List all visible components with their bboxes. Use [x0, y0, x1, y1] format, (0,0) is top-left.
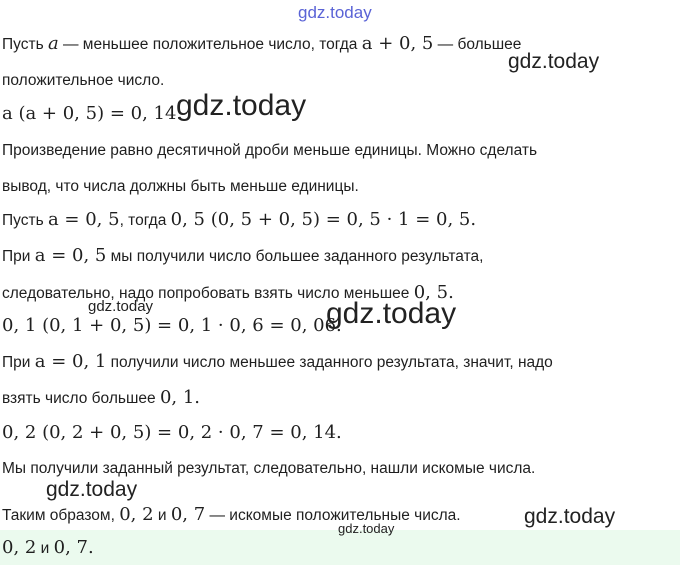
text: Произведение равно десятичной дроби меньше единицы. Можно сделать — [2, 142, 538, 159]
math: 0, 5 (0, 5 + 0, 5) = 0, 5 · 1 = 0, 5. — [170, 209, 477, 230]
text: — искомые положительные числа. — [205, 507, 461, 524]
text: положительное число. — [2, 72, 165, 89]
text: При — [2, 248, 35, 265]
math: a (a + 0, 5) = 0, 14. — [2, 103, 183, 124]
watermark: gdz.today — [326, 297, 457, 330]
line-4 — [2, 141, 537, 161]
math: a = 0, 5 — [34, 245, 107, 266]
text: Мы получили заданный результат, следовательно, нашли искомые числа. — [2, 460, 536, 477]
line-1 — [2, 34, 521, 55]
line-13 — [2, 459, 535, 479]
math: 0, 2 — [2, 537, 37, 558]
text: мы получили число большее заданного результата, — [106, 248, 484, 265]
header-watermark: gdz.today — [298, 3, 372, 22]
math: 0, 1 (0, 1 + 0, 5) = 0, 1 · 0, 6 = 0, 06. — [2, 315, 342, 336]
line-10 — [2, 352, 553, 373]
text: , тогда — [119, 212, 171, 229]
math: 0, 7 — [170, 504, 206, 525]
line-6 — [2, 210, 476, 231]
watermark: gdz.today — [46, 478, 138, 501]
watermark: gdz.today — [176, 89, 307, 122]
text: — меньшее положительное число, тогда — [58, 36, 362, 53]
text: Пусть — [2, 212, 48, 229]
math: a + 0, 5 — [361, 33, 434, 54]
math: 0, 5. — [413, 282, 454, 303]
math: a — [47, 33, 59, 54]
watermark: gdz.today — [508, 50, 600, 73]
line-11 — [2, 388, 200, 409]
line-5 — [2, 177, 359, 197]
text: Таким образом, — [2, 507, 120, 524]
math: a = 0, 5 — [47, 209, 120, 230]
answer-line — [2, 538, 94, 559]
math: a = 0, 1 — [34, 351, 107, 372]
math: 0, 2 (0, 2 + 0, 5) = 0, 2 · 0, 7 = 0, 14. — [2, 422, 342, 443]
text: взять число большее — [2, 390, 160, 407]
text: следовательно, надо попробовать взять число меньшее — [2, 285, 414, 302]
watermark: gdz.today — [338, 521, 395, 536]
watermark: gdz.today — [88, 298, 154, 315]
line-3 — [2, 104, 182, 125]
watermark: gdz.today — [524, 505, 616, 528]
text: Пусть — [2, 36, 48, 53]
line-9 — [2, 316, 342, 337]
text: получили число меньшее заданного результата, значит, надо — [106, 354, 553, 371]
line-12 — [2, 423, 342, 444]
text: и — [153, 507, 171, 524]
math: 0, 7. — [53, 537, 94, 558]
line-2 — [2, 71, 164, 91]
text: При — [2, 354, 35, 371]
line-7 — [2, 246, 483, 267]
text: и — [36, 540, 54, 557]
math: 0, 1. — [159, 387, 201, 408]
text: вывод, что числа должны быть меньше единицы. — [2, 178, 359, 195]
text: — большее — [433, 36, 522, 53]
math: 0, 2 — [119, 504, 154, 525]
